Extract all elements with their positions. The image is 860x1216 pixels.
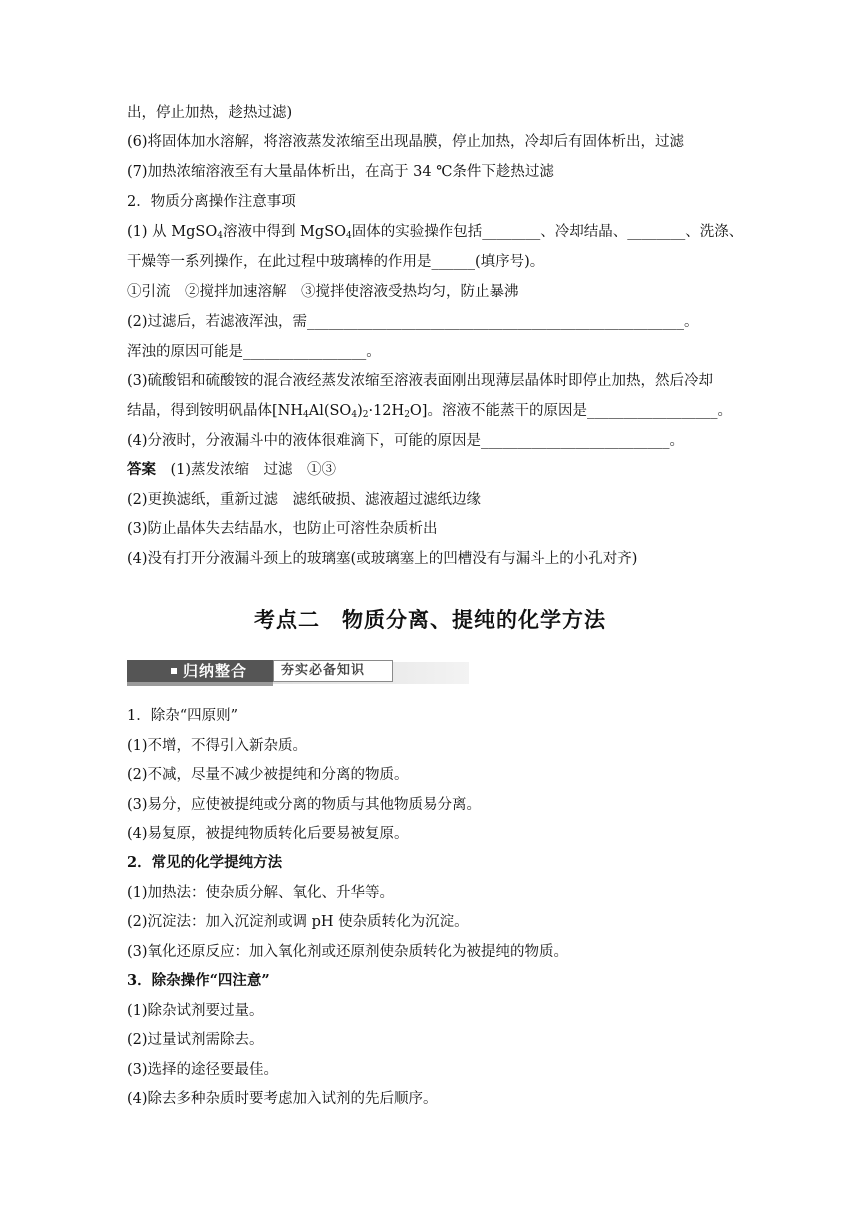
text-fragment: 固体的实验操作包括________、冷却结晶、________、洗涤、	[351, 224, 744, 240]
text-fragment: Al(SO	[308, 403, 352, 419]
list-item: (1)加热法：使杂质分解、氧化、升华等。	[127, 885, 395, 901]
subheading: 3．除杂操作“四注意”	[127, 972, 270, 989]
text-fragment: )	[357, 403, 363, 419]
subscript: 4	[346, 231, 352, 241]
text-fragment: (1)蒸发浓缩 过滤 ①③	[156, 462, 337, 478]
text-fragment: 溶液中得到 MgSO	[222, 224, 347, 240]
question-2-line-1: (2)过滤后，若滤液浑浊，需____________________________________________________。	[127, 314, 699, 330]
question-1-line-2: 干燥等一系列操作，在此过程中玻璃棒的作用是______(填序号)。	[127, 254, 545, 270]
answer-line-4: (4)没有打开分液漏斗颈上的玻璃塞(或玻璃塞上的凹槽没有与漏斗上的小孔对齐)	[127, 551, 638, 567]
list-item: (1)不增，不得引入新杂质。	[127, 738, 308, 754]
subheading: 2．常见的化学提纯方法	[127, 854, 283, 871]
banner-dark-label: 归纳整合	[183, 662, 248, 680]
answer-label: 答案	[127, 461, 156, 478]
square-bullet-icon	[171, 668, 177, 674]
question-1-line-1	[127, 222, 743, 242]
subscript: 2	[404, 410, 410, 420]
text-fragment: O]。溶液不能蒸干的原因是__________________。	[409, 403, 732, 419]
list-item: (4)易复原，被提纯物质转化后要易被复原。	[127, 826, 409, 842]
section-title: 考点二 物质分离、提纯的化学方法	[254, 608, 606, 632]
text-fragment: (1) 从 MgSO	[127, 224, 218, 240]
question-3-line-2	[127, 401, 732, 421]
text-fragment: ·12H	[368, 403, 405, 419]
list-item: (1)除杂试剂要过量。	[127, 1003, 264, 1019]
text-line: 出，停止加热，趁热过滤)	[127, 105, 293, 121]
list-item: (3)氧化还原反应：加入氧化剂或还原剂使杂质转化为被提纯的物质。	[127, 944, 569, 960]
list-item: (2)过量试剂需除去。	[127, 1032, 264, 1048]
answer-line-3: (3)防止晶体失去结晶水，也防止可溶性杂质析出	[127, 521, 438, 537]
list-item: (3)易分，应使被提纯或分离的物质与其他物质易分离。	[127, 797, 482, 813]
text-line: (6)将固体加水溶解，将溶液蒸发浓缩至出现晶膜，停止加热，冷却后有固体析出，过滤	[127, 134, 685, 150]
subscript: 2	[362, 410, 369, 420]
question-1-options: ①引流 ②搅拌加速溶解 ③搅拌使溶液受热均匀，防止暴沸	[127, 284, 519, 300]
list-item: (2)不减，尽量不减少被提纯和分离的物质。	[127, 767, 409, 783]
list-item: (2)沉淀法：加入沉淀剂或调 pH 使杂质转化为沉淀。	[127, 914, 469, 930]
list-item: (4)除去多种杂质时要考虑加入试剂的先后顺序。	[127, 1091, 438, 1107]
question-4: (4)分液时，分液漏斗中的液体很难滴下，可能的原因是__________________________。	[127, 433, 685, 449]
question-3-line-1: (3)硫酸铝和硫酸铵的混合液经蒸发浓缩至溶液表面刚出现薄层晶体时即停止加热，然后冷却	[127, 373, 714, 389]
answer-line-2: (2)更换滤纸，重新过滤 滤纸破损、滤液超过滤纸边缘	[127, 492, 482, 508]
subscript: 4	[351, 410, 358, 420]
banner-light-label: 夯实必备知识	[281, 663, 366, 678]
subscript: 4	[303, 410, 309, 420]
list-item: (3)选择的途径要最佳。	[127, 1062, 279, 1078]
subheading: 2．物质分离操作注意事项	[127, 194, 296, 210]
subheading: 1．除杂“四原则”	[127, 708, 239, 724]
question-2-line-2: 浑浊的原因可能是_________________。	[127, 344, 381, 360]
subscript: 4	[217, 231, 223, 241]
section-banner	[127, 660, 469, 686]
text-line: (7)加热浓缩溶液至有大量晶体析出，在高于 34 ℃条件下趁热过滤	[127, 164, 554, 180]
answer-line-1	[127, 460, 336, 480]
text-fragment: 结晶，得到铵明矾晶体[NH	[127, 403, 303, 419]
